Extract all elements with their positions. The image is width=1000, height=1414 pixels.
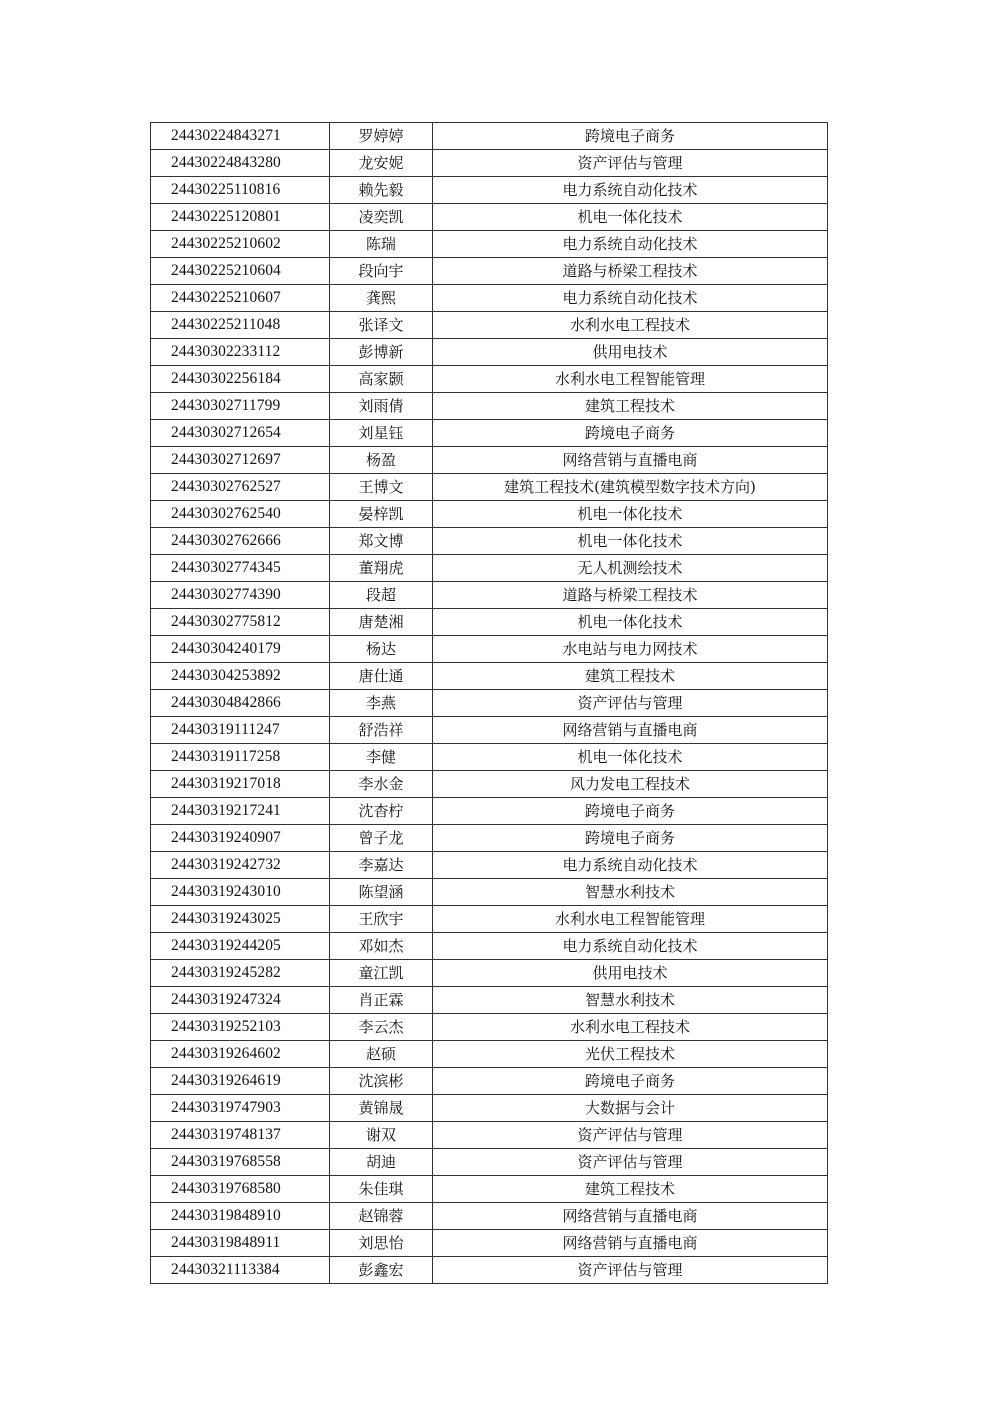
student-roster-table [150,122,828,1284]
major-cell: 建筑工程技术 [433,393,828,420]
table-row [151,582,828,609]
major-cell: 跨境电子商务 [433,825,828,852]
student-id-cell: 24430302233112 [151,339,330,366]
student-name-cell: 龚熙 [330,285,433,312]
major-cell: 机电一体化技术 [433,744,828,771]
student-id-cell: 24430304253892 [151,663,330,690]
table-row [151,744,828,771]
major-cell: 资产评估与管理 [433,1122,828,1149]
student-id-cell: 24430302762527 [151,474,330,501]
student-id-cell: 24430302712654 [151,420,330,447]
student-id-cell: 24430319768558 [151,1149,330,1176]
student-id-cell: 24430224843271 [151,123,330,150]
major-cell: 跨境电子商务 [433,123,828,150]
student-name-cell: 杨达 [330,636,433,663]
student-name-cell: 龙安妮 [330,150,433,177]
major-cell: 资产评估与管理 [433,1149,828,1176]
student-id-cell: 24430319217018 [151,771,330,798]
major-cell: 资产评估与管理 [433,690,828,717]
student-name-cell: 谢双 [330,1122,433,1149]
student-name-cell: 邓如杰 [330,933,433,960]
table-row [151,987,828,1014]
major-cell: 网络营销与直播电商 [433,717,828,744]
student-name-cell: 李燕 [330,690,433,717]
student-id-cell: 24430225211048 [151,312,330,339]
student-name-cell: 郑文博 [330,528,433,555]
major-cell: 机电一体化技术 [433,501,828,528]
table-row [151,771,828,798]
student-id-cell: 24430319245282 [151,960,330,987]
table-row [151,474,828,501]
table-row [151,177,828,204]
table-row [151,528,828,555]
student-id-cell: 24430319264602 [151,1041,330,1068]
table-row [151,663,828,690]
student-name-cell: 沈杳柠 [330,798,433,825]
major-cell: 机电一体化技术 [433,609,828,636]
major-cell: 资产评估与管理 [433,1257,828,1284]
student-name-cell: 朱佳琪 [330,1176,433,1203]
student-name-cell: 晏梓凯 [330,501,433,528]
table-row [151,366,828,393]
major-cell: 供用电技术 [433,339,828,366]
major-cell: 电力系统自动化技术 [433,933,828,960]
table-row [151,1176,828,1203]
student-name-cell: 王博文 [330,474,433,501]
table-row [151,501,828,528]
table-row [151,960,828,987]
major-cell: 水利水电工程技术 [433,312,828,339]
student-name-cell: 赵锦蓉 [330,1203,433,1230]
student-id-cell: 24430319240907 [151,825,330,852]
student-id-cell: 24430319244205 [151,933,330,960]
major-cell: 道路与桥梁工程技术 [433,258,828,285]
student-name-cell: 沈滨彬 [330,1068,433,1095]
table-row [151,420,828,447]
table-row [151,555,828,582]
student-id-cell: 24430319747903 [151,1095,330,1122]
student-id-cell: 24430319217241 [151,798,330,825]
table-row [151,609,828,636]
table-row [151,1095,828,1122]
table-row [151,933,828,960]
major-cell: 道路与桥梁工程技术 [433,582,828,609]
student-id-cell: 24430224843280 [151,150,330,177]
major-cell: 建筑工程技术(建筑模型数字技术方向) [433,474,828,501]
student-id-cell: 24430319848911 [151,1230,330,1257]
major-cell: 智慧水利技术 [433,879,828,906]
student-id-cell: 24430304240179 [151,636,330,663]
table-row [151,798,828,825]
table-row [151,204,828,231]
student-name-cell: 陈望涵 [330,879,433,906]
table-row [151,258,828,285]
student-id-cell: 24430319748137 [151,1122,330,1149]
major-cell: 资产评估与管理 [433,150,828,177]
student-id-cell: 24430225210602 [151,231,330,258]
student-name-cell: 杨盈 [330,447,433,474]
student-id-cell: 24430304842866 [151,690,330,717]
table-row [151,231,828,258]
major-cell: 电力系统自动化技术 [433,177,828,204]
table-row [151,879,828,906]
major-cell: 无人机测绘技术 [433,555,828,582]
student-id-cell: 24430319768580 [151,1176,330,1203]
student-id-cell: 24430225110816 [151,177,330,204]
student-id-cell: 24430319242732 [151,852,330,879]
student-name-cell: 凌奕凯 [330,204,433,231]
student-name-cell: 彭博新 [330,339,433,366]
table-row [151,1149,828,1176]
student-name-cell: 陈瑞 [330,231,433,258]
student-id-cell: 24430319243010 [151,879,330,906]
major-cell: 网络营销与直播电商 [433,1230,828,1257]
table-row [151,636,828,663]
student-name-cell: 张译文 [330,312,433,339]
table-row [151,1041,828,1068]
major-cell: 水利水电工程智能管理 [433,366,828,393]
student-id-cell: 24430319848910 [151,1203,330,1230]
student-id-cell: 24430302762540 [151,501,330,528]
table-row [151,339,828,366]
student-id-cell: 24430302775812 [151,609,330,636]
table-row [151,1068,828,1095]
student-name-cell: 肖正霖 [330,987,433,1014]
student-name-cell: 刘思怡 [330,1230,433,1257]
student-name-cell: 李嘉达 [330,852,433,879]
table-row [151,690,828,717]
student-id-cell: 24430319111247 [151,717,330,744]
major-cell: 风力发电工程技术 [433,771,828,798]
student-id-cell: 24430302762666 [151,528,330,555]
table-row [151,285,828,312]
table-row [151,447,828,474]
student-name-cell: 舒浩祥 [330,717,433,744]
student-id-cell: 24430302774390 [151,582,330,609]
major-cell: 电力系统自动化技术 [433,285,828,312]
major-cell: 水电站与电力网技术 [433,636,828,663]
major-cell: 水利水电工程智能管理 [433,906,828,933]
student-name-cell: 高家颢 [330,366,433,393]
student-name-cell: 刘星钰 [330,420,433,447]
major-cell: 网络营销与直播电商 [433,1203,828,1230]
student-name-cell: 王欣宇 [330,906,433,933]
major-cell: 网络营销与直播电商 [433,447,828,474]
student-id-cell: 24430302711799 [151,393,330,420]
student-name-cell: 曾子龙 [330,825,433,852]
student-id-cell: 24430319243025 [151,906,330,933]
table-row [151,150,828,177]
table-row [151,123,828,150]
major-cell: 大数据与会计 [433,1095,828,1122]
major-cell: 电力系统自动化技术 [433,231,828,258]
student-name-cell: 李云杰 [330,1014,433,1041]
student-name-cell: 段超 [330,582,433,609]
student-id-cell: 24430321113384 [151,1257,330,1284]
table-row [151,1014,828,1041]
student-name-cell: 刘雨倩 [330,393,433,420]
student-name-cell: 童江凯 [330,960,433,987]
student-name-cell: 唐楚湘 [330,609,433,636]
major-cell: 电力系统自动化技术 [433,852,828,879]
table-row [151,852,828,879]
student-id-cell: 24430302774345 [151,555,330,582]
major-cell: 跨境电子商务 [433,798,828,825]
major-cell: 供用电技术 [433,960,828,987]
roster-body [151,123,828,1284]
major-cell: 光伏工程技术 [433,1041,828,1068]
student-name-cell: 黄锦晟 [330,1095,433,1122]
student-name-cell: 胡迪 [330,1149,433,1176]
student-id-cell: 24430319117258 [151,744,330,771]
student-name-cell: 罗婷婷 [330,123,433,150]
major-cell: 建筑工程技术 [433,1176,828,1203]
student-name-cell: 彭鑫宏 [330,1257,433,1284]
table-row [151,1122,828,1149]
student-id-cell: 24430225120801 [151,204,330,231]
major-cell: 跨境电子商务 [433,420,828,447]
student-id-cell: 24430225210604 [151,258,330,285]
student-id-cell: 24430319252103 [151,1014,330,1041]
student-name-cell: 李健 [330,744,433,771]
student-name-cell: 赵硕 [330,1041,433,1068]
major-cell: 水利水电工程技术 [433,1014,828,1041]
student-id-cell: 24430319264619 [151,1068,330,1095]
table-row [151,1257,828,1284]
table-row [151,393,828,420]
student-name-cell: 段向宇 [330,258,433,285]
major-cell: 机电一体化技术 [433,528,828,555]
major-cell: 机电一体化技术 [433,204,828,231]
major-cell: 建筑工程技术 [433,663,828,690]
student-name-cell: 李水金 [330,771,433,798]
student-name-cell: 董翔虎 [330,555,433,582]
table-row [151,825,828,852]
table-row [151,312,828,339]
table-row [151,906,828,933]
student-id-cell: 24430225210607 [151,285,330,312]
major-cell: 智慧水利技术 [433,987,828,1014]
table-row [151,717,828,744]
student-id-cell: 24430302712697 [151,447,330,474]
student-name-cell: 赖先毅 [330,177,433,204]
table-row [151,1230,828,1257]
student-id-cell: 24430302256184 [151,366,330,393]
table-row [151,1203,828,1230]
student-id-cell: 24430319247324 [151,987,330,1014]
student-name-cell: 唐仕通 [330,663,433,690]
major-cell: 跨境电子商务 [433,1068,828,1095]
